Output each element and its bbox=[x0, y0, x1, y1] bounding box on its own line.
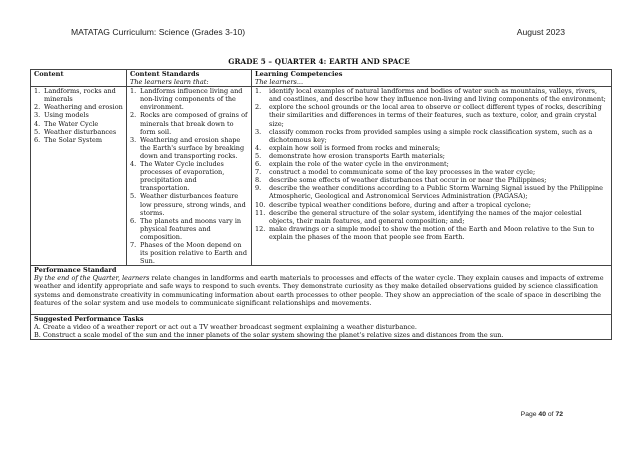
item-text: describe typical weather conditions before, during and after a tropical cyclone; bbox=[269, 200, 531, 209]
item-text: Weathering and erosion bbox=[44, 103, 123, 112]
performance-standard-lead: By the end of the Quarter, learners bbox=[34, 274, 150, 283]
content-cell bbox=[31, 87, 127, 266]
item-text: explain the role of the water cycle in the environment; bbox=[269, 160, 449, 169]
page-number bbox=[521, 411, 563, 418]
performance-task-a: A. Create a video of a weather report or act out a TV weather broadcast segment explaining a weather disturbance. bbox=[34, 322, 417, 331]
performance-standard-text bbox=[34, 274, 608, 306]
item-number: 3. bbox=[130, 135, 137, 144]
table-header-row bbox=[31, 70, 612, 87]
item-text: describe the general structure of the solar system, identifying the names of the major celestial objects, their main features, and general composition; and; bbox=[269, 208, 582, 225]
item-text: describe some effects of weather disturbances that occur in or near the Philippines; bbox=[269, 176, 547, 185]
performance-tasks-row bbox=[31, 314, 612, 339]
item-text: Phases of the Moon depend on its position relative to Earth and Sun. bbox=[140, 240, 248, 266]
list-item bbox=[255, 168, 608, 176]
list-item bbox=[255, 176, 608, 184]
item-number: 11. bbox=[255, 208, 266, 217]
item-number: 4. bbox=[130, 160, 137, 169]
header-competencies: Learning Competencies bbox=[255, 70, 343, 78]
item-text: demonstrate how erosion transports Earth materials; bbox=[269, 151, 445, 160]
competencies-list bbox=[255, 87, 608, 241]
list-item bbox=[34, 111, 123, 119]
item-text: classify common rocks from provided samples using a simple rock classification system, such as a dichotomous key; bbox=[269, 127, 593, 144]
list-item bbox=[34, 128, 123, 136]
item-number: 5. bbox=[130, 192, 137, 201]
item-number: 6. bbox=[255, 160, 262, 169]
item-number: 3. bbox=[34, 111, 41, 120]
performance-tasks-title: Suggested Performance Tasks bbox=[34, 314, 144, 323]
list-item bbox=[34, 136, 123, 144]
item-text: Weathering and erosion shape the Earth's surface by breaking down and transporting rocks. bbox=[140, 135, 245, 160]
item-number: 6. bbox=[130, 216, 137, 225]
item-text: explain how soil is formed from rocks and minerals; bbox=[269, 143, 441, 152]
list-item bbox=[130, 136, 248, 160]
item-number: 7. bbox=[255, 168, 262, 177]
list-item bbox=[34, 120, 123, 128]
performance-tasks-cell bbox=[31, 314, 612, 339]
list-item bbox=[255, 87, 608, 103]
list-item bbox=[130, 160, 248, 192]
page-label: Page bbox=[520, 411, 539, 418]
content-list bbox=[34, 87, 123, 144]
item-number: 1. bbox=[34, 87, 41, 96]
header-right: August 2023 bbox=[516, 27, 565, 37]
list-item bbox=[34, 87, 123, 103]
item-number: 1. bbox=[130, 87, 137, 96]
standards-list bbox=[130, 87, 248, 265]
item-text: Landforms influence living and non-living components of the environment. bbox=[140, 87, 243, 112]
header-competencies-cell bbox=[252, 70, 612, 87]
performance-standard-row bbox=[31, 266, 612, 314]
performance-standard-body: relate changes in landforms and earth materials to processes and effects of the water cycle. They explain causes and impacts of extreme weather and identify appropriate and safe ways to respond to such events. They demonstrate curiosity as they make detailed observations guided by science classification systems and demonstrate creativity in communicating information about earth processes to other people. They show an appreciation of the scale of space in describing the features of the solar system and use models to communicate significant relationships and movements. bbox=[34, 274, 604, 307]
header-standards: Content Standards bbox=[130, 70, 200, 78]
item-text: construct a model to communicate some of the key processes in the water cycle; bbox=[269, 168, 536, 177]
item-number: 4. bbox=[255, 143, 262, 152]
item-number: 2. bbox=[34, 103, 41, 112]
item-number: 5. bbox=[34, 127, 41, 136]
page-total: 72 bbox=[555, 411, 563, 418]
list-item bbox=[130, 217, 248, 241]
item-text: make drawings or a simple model to show the motion of the Earth and Moon relative to the Sun to explain the phases of the moon that people see from Earth. bbox=[269, 224, 595, 241]
item-text: The Solar System bbox=[44, 135, 103, 144]
item-text: The Water Cycle bbox=[44, 119, 99, 128]
item-text: Landforms, rocks and minerals bbox=[44, 87, 116, 104]
item-text: The Water Cycle includes processes of evaporation, precipitation and transportation. bbox=[140, 160, 225, 193]
list-item bbox=[255, 209, 608, 225]
item-text: describe the weather conditions according to a Public Storm Warning Signal issued by the Philippine Atmospheric, Geological and Astronomical Services Administration (PAGASA); bbox=[269, 184, 604, 201]
list-item bbox=[255, 128, 608, 144]
item-number: 5. bbox=[255, 151, 262, 160]
item-text: identify local examples of natural landforms and bodies of water such as mountains, valleys, rivers, and coastlines, and describe how they influence non-living and living components of the environment; bbox=[269, 87, 606, 104]
item-text: Weather disturbances bbox=[44, 127, 117, 136]
header-content-cell bbox=[31, 70, 127, 87]
table-body-row bbox=[31, 87, 612, 266]
list-item bbox=[255, 225, 608, 241]
item-number: 4. bbox=[34, 119, 41, 128]
list-item bbox=[130, 192, 248, 216]
list-item bbox=[255, 152, 608, 160]
item-text: Using models bbox=[44, 111, 89, 120]
item-number: 1. bbox=[255, 87, 262, 96]
list-item bbox=[255, 160, 608, 168]
header-content: Content bbox=[34, 70, 64, 78]
item-number: 7. bbox=[130, 240, 137, 249]
list-item bbox=[255, 201, 608, 209]
performance-standard-title: Performance Standard bbox=[34, 266, 117, 275]
list-item bbox=[255, 144, 608, 152]
item-number: 12. bbox=[255, 224, 266, 233]
header-left: MATATAG Curriculum: Science (Grades 3-10) bbox=[71, 27, 246, 37]
item-text: The planets and moons vary in physical features and composition. bbox=[140, 216, 242, 241]
page-of-label: of bbox=[545, 411, 556, 418]
list-item bbox=[255, 103, 608, 127]
list-item bbox=[255, 184, 608, 200]
item-text: Rocks are composed of grains of minerals that break down to form soil. bbox=[140, 111, 248, 136]
list-item bbox=[130, 111, 248, 135]
page-current: 40 bbox=[538, 411, 546, 418]
item-text: Weather disturbances feature low pressure, strong winds, and storms. bbox=[140, 192, 246, 217]
item-number: 2. bbox=[130, 111, 137, 120]
item-number: 2. bbox=[255, 103, 262, 112]
page-title: GRADE 5 – QUARTER 4: EARTH AND SPACE bbox=[228, 57, 410, 66]
performance-task-b: B. Construct a scale model of the sun and the inner planets of the solar system showing the planet's relative sizes and distances from the sun. bbox=[34, 330, 504, 339]
header-standards-cell bbox=[127, 70, 252, 87]
list-item bbox=[34, 103, 123, 111]
item-number: 10. bbox=[255, 200, 266, 209]
item-number: 8. bbox=[255, 176, 262, 185]
item-number: 6. bbox=[34, 135, 41, 144]
header-competencies-sub: The learners... bbox=[255, 78, 304, 87]
item-text: explore the school grounds or the local area to observe or collect different types of rocks, describing their similarities and differences in terms of their features, such as texture, color, and grain crystal size; bbox=[269, 103, 602, 128]
performance-standard-cell bbox=[31, 266, 612, 314]
header-standards-sub: The learners learn that: bbox=[130, 78, 209, 87]
standards-cell bbox=[127, 87, 252, 266]
list-item bbox=[130, 87, 248, 111]
curriculum-table bbox=[30, 69, 612, 340]
list-item bbox=[130, 241, 248, 265]
competencies-cell bbox=[252, 87, 612, 266]
item-number: 9. bbox=[255, 184, 262, 193]
item-number: 3. bbox=[255, 127, 262, 136]
